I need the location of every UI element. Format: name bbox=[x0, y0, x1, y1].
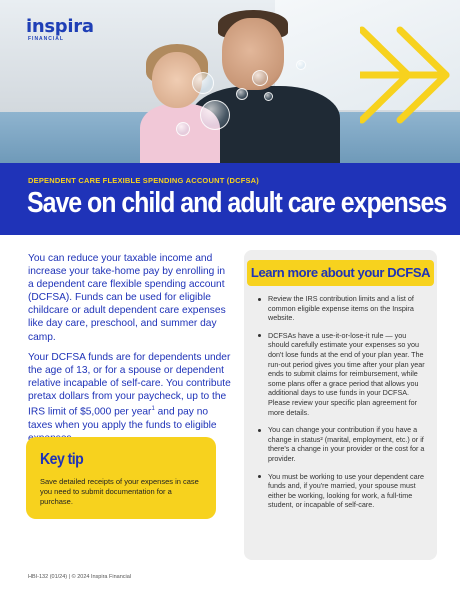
intro-paragraph-2-b: and pay no taxes when you apply the funds to eligible bbox=[28, 406, 217, 431]
inspira-logo: inspira bbox=[26, 16, 94, 37]
intro-paragraph-2-a: Your DCFSA funds are for dependents under the age of 13, or for a spouse or dependent relative incapable of self-care. You contribute pretax dollars from your paycheck, up to the IRS limit of $5,000 per year bbox=[28, 351, 231, 418]
key-tip-title: Key tip bbox=[40, 451, 84, 468]
section-kicker: DEPENDENT CARE FLEXIBLE SPENDING ACCOUNT (DCFSA) bbox=[28, 176, 259, 185]
list-item: You must be working to use your dependent care funds and, if you're married, your spouse must either be working, looking for work, a full-time student, or incapable of self-care. bbox=[258, 472, 426, 510]
inspira-logo-sub: FINANCIAL bbox=[28, 36, 64, 42]
learn-more-list bbox=[258, 294, 426, 518]
bubble bbox=[296, 60, 306, 70]
key-tip-box bbox=[26, 437, 216, 519]
bubble bbox=[264, 92, 273, 101]
footer-code: HBI-132 (01/24) | © 2024 Inspira Financial bbox=[28, 574, 132, 580]
list-item: You can change your contribution if you have a change in status² (marital, employment, etc.) or if there's a change in your provider or the cost for a provider. bbox=[258, 425, 426, 463]
list-item: DCFSAs have a use-it-or-lose-it rule — you should carefully estimate your expenses so you don't lose funds at the end of your plan year. The run-out period gives you time after your plan year ends to submit claims for reimbursement, while some plans offer a grace period that allows you additional days to use funds in your DCFSA. Please review your specific plan agreement for more details. bbox=[258, 331, 426, 417]
intro-column bbox=[28, 252, 233, 452]
title-banner bbox=[0, 163, 460, 235]
page-title: Save on child and adult care expenses bbox=[27, 187, 447, 219]
bubble bbox=[236, 88, 248, 100]
bubble bbox=[252, 70, 268, 86]
bubble bbox=[200, 100, 230, 130]
learn-more-panel bbox=[244, 250, 437, 560]
footnote-marker: 1 bbox=[151, 406, 155, 413]
chevron-arrows-graphic bbox=[360, 20, 460, 130]
key-tip-text: Save detailed receipts of your expenses in case you need to submit documentation for a purchase. bbox=[40, 477, 199, 506]
list-item: Review the IRS contribution limits and a list of common eligible expense items on the Inspira website. bbox=[258, 294, 426, 323]
hero-photo bbox=[0, 0, 460, 163]
learn-more-title: Learn more about your DCFSA bbox=[247, 260, 434, 286]
intro-paragraph-1: You can reduce your taxable income and increase your take-home pay by enrolling in a dependent care flexible spending account (DCFSA). Funds can be used for eligible childcare or adult dependent care expenses like day care, preschool, and summer day camp. bbox=[28, 253, 226, 343]
bubble bbox=[176, 122, 190, 136]
bubble bbox=[192, 72, 214, 94]
intro-paragraph-2 bbox=[28, 351, 233, 445]
